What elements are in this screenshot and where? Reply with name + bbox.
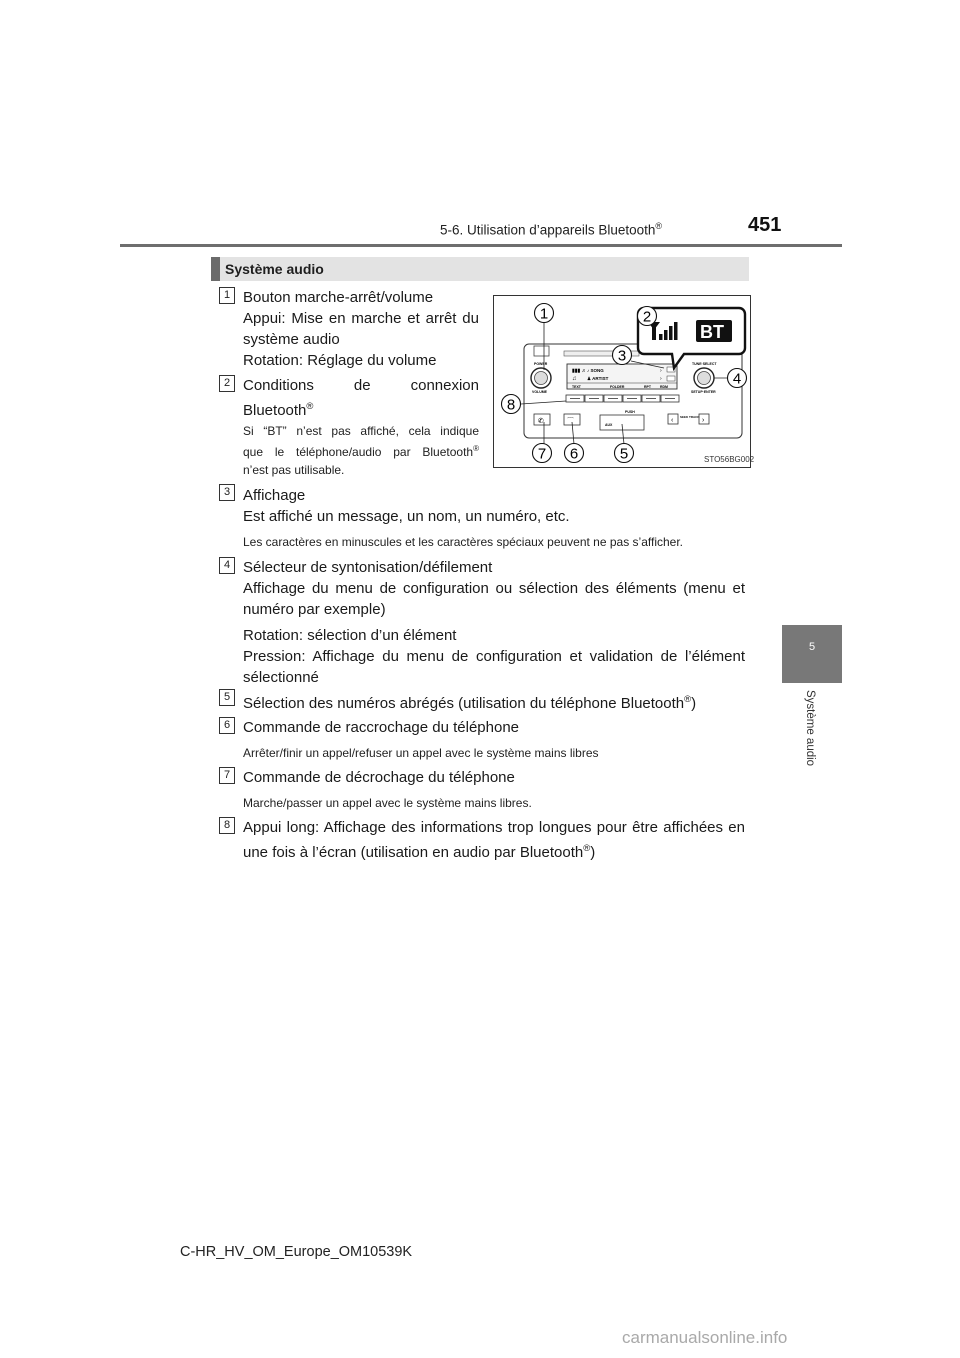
svg-text:POWER: POWER [534,362,548,366]
illustration-code: STO56BG002 [704,455,755,464]
svg-text:⌒: ⌒ [567,417,574,425]
item-3-line: Est affiché un message, un nom, un numéro, etc. [243,508,570,525]
svg-text:RPT: RPT [644,385,651,389]
svg-text:AUX: AUX [605,423,613,427]
svg-text:3: 3 [617,347,627,365]
item-4-line: sélectionné [243,669,319,686]
svg-text:2: 2 [642,308,652,326]
section-title: Système audio [225,261,324,277]
svg-text:7: 7 [537,445,547,463]
svg-text:TUNE·SELECT: TUNE·SELECT [692,362,717,366]
item-4-text [243,557,745,688]
item-marker-1: 1 [219,287,235,304]
item-3-note: Les caractères en minuscules et les caractères spéciaux peuvent ne pas s’afficher. [243,535,684,549]
svg-text:›: › [660,376,662,382]
svg-text:›: › [660,368,662,374]
svg-text:♫: ♫ [572,376,577,382]
item-marker-4: 4 [219,557,235,574]
item-1-line: Appui: Mise en marche et arrêt du [243,310,479,327]
item-4-title: Sélecteur de syntonisation/défilement [243,559,493,576]
svg-text:✆: ✆ [538,417,544,425]
item-3-title: Affichage [243,487,306,504]
display-screen [567,364,677,389]
item-1-line: système audio [243,331,340,348]
svg-text:›: › [702,417,705,424]
svg-text:♟ ARTIST: ♟ ARTIST [587,376,609,381]
item-4-line: Affichage du menu de configuration ou sélection des éléments (menu et [243,580,745,597]
item-1-text [243,287,479,371]
svg-text:RDM: RDM [660,385,668,389]
svg-text:VOLUME: VOLUME [532,390,547,394]
item-2-title: Conditions de connexion [243,377,479,394]
item-7-text: Commande de décrochage du téléphone [243,769,515,786]
svg-text:6: 6 [569,445,579,463]
item-2-note: Si “BT” n’est pas affiché, cela indique que le téléphone/audio par Bluetooth® n’est pas utilisable. [243,424,479,477]
item-4-line: Pression: Affichage du menu de configuration et validation de l’élément [243,648,745,665]
item-marker-3: 3 [219,484,235,501]
svg-text:SEEK TRACK: SEEK TRACK [680,415,700,419]
item-7-note: Marche/passer un appel avec le système mains libres. [243,796,532,810]
svg-text:4: 4 [732,370,742,388]
audio-unit-illustration [493,295,751,468]
chapter-label: Système audio [804,690,816,767]
item-6-text: Commande de raccrochage du téléphone [243,719,520,736]
svg-text:8: 8 [506,396,516,414]
item-6-note: Arrêter/finir un appel/refuser un appel avec le système mains libres [243,746,599,760]
item-marker-7: 7 [219,767,235,784]
item-1-title: Bouton marche-arrêt/volume [243,289,434,306]
svg-text:1: 1 [539,305,549,323]
item-4-line: Rotation: sélection d’un élément [243,627,457,644]
item-marker-6: 6 [219,717,235,734]
svg-text:SETUP·ENTER: SETUP·ENTER [691,390,716,394]
svg-text:▮▮▮ ♬: ▮▮▮ ♬ [572,368,587,374]
item-1-line: Rotation: Réglage du volume [243,352,437,369]
item-marker-5: 5 [219,689,235,706]
page-number: 451 [748,214,782,236]
item-marker-8: 8 [219,817,235,834]
footer-document-code: C-HR_HV_OM_Europe_OM10539K [180,1244,413,1260]
svg-text:BT: BT [700,322,724,342]
svg-text:TEXT: TEXT [572,385,581,389]
item-8-text: Appui long: Affichage des informations trop longues pour être affichées en une fois à l’écran (utilisation en audio par Bluetooth®) [243,819,745,861]
header-rule [120,244,842,247]
section-banner-bar [211,257,220,281]
header-title: 5-6. Utilisation d’appareils Bluetooth® [440,221,663,238]
item-marker-2: 2 [219,375,235,392]
svg-text:♪ SONG: ♪ SONG [587,368,604,373]
svg-text:5: 5 [619,445,629,463]
svg-text:FOLDER: FOLDER [610,385,625,389]
chapter-tab: 5 [782,625,842,683]
item-5-text: Sélection des numéros abrégés (utilisation du téléphone Bluetooth®) [243,694,697,712]
svg-text:PUSH: PUSH [625,410,635,414]
svg-text:‹: ‹ [671,417,674,424]
watermark: carmanualsonline.info [622,1328,788,1347]
item-2-text: Conditions de connexion Bluetooth® [243,377,479,419]
audio-unit-drawing [494,296,750,467]
section-banner [211,257,749,281]
item-4-line: numéro par exemple) [243,601,386,618]
item-3-text [243,485,748,527]
